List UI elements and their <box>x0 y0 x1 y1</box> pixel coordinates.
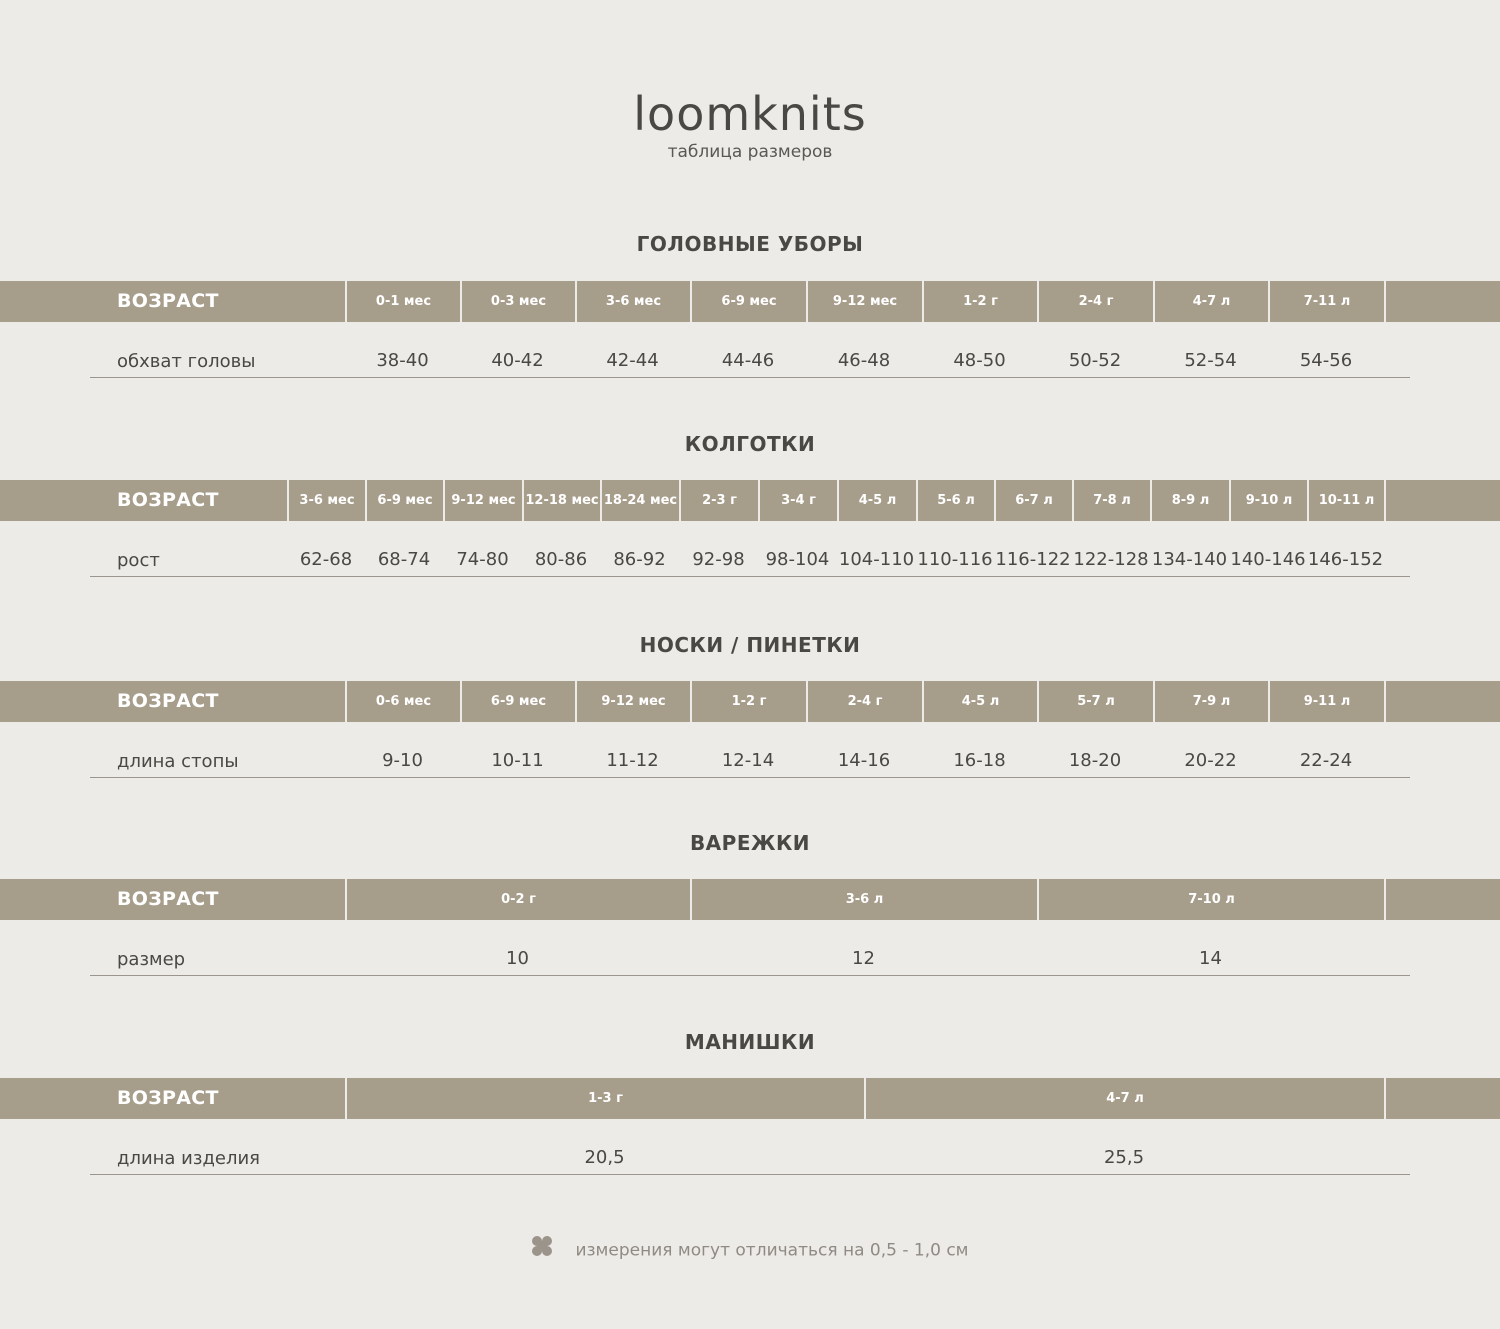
age-header-cell: 9-12 мес <box>806 281 922 322</box>
header-end-divider <box>1384 281 1386 322</box>
value-cell: 54-56 <box>1299 350 1353 371</box>
age-header-cell: 5-7 л <box>1037 681 1153 722</box>
value-cell: 104-110 <box>838 549 915 570</box>
value-cell: 116-122 <box>995 549 1071 570</box>
value-cell: 10 <box>506 948 529 969</box>
age-header-cell: 1-2 г <box>690 681 806 722</box>
age-header-cell: 8-9 л <box>1150 480 1229 521</box>
age-header-cell: 7-11 л <box>1268 281 1384 322</box>
header-end-divider <box>1384 1078 1386 1119</box>
age-header-cell: 6-9 мес <box>365 480 443 521</box>
age-header-cell: 4-7 л <box>864 1078 1384 1119</box>
age-header-cell: 3-4 г <box>758 480 837 521</box>
age-header-cell: 9-10 л <box>1229 480 1307 521</box>
age-header-cell: 7-8 л <box>1072 480 1150 521</box>
value-cell: 20,5 <box>584 1147 625 1168</box>
age-header-cell: 7-9 л <box>1153 681 1268 722</box>
value-cell: 92-98 <box>692 549 745 570</box>
value-cell: 22-24 <box>1299 750 1353 771</box>
age-header-cell: 1-3 г <box>345 1078 864 1119</box>
age-header-cell: 5-6 л <box>916 480 994 521</box>
age-header-cell: 2-3 г <box>679 480 758 521</box>
header-end-divider <box>1384 681 1386 722</box>
value-cell: 74-80 <box>456 549 509 570</box>
section-title-dickeys: МАНИШКИ <box>684 1030 816 1054</box>
row-divider <box>90 377 1410 378</box>
age-header-cell: 3-6 мес <box>287 480 365 521</box>
age-label: ВОЗРАСТ <box>117 1087 219 1109</box>
data-row-hats <box>0 341 1500 381</box>
value-cell: 42-44 <box>606 350 659 371</box>
section-title-socks: НОСКИ / ПИНЕТКИ <box>639 633 861 657</box>
age-header-cell: 3-6 мес <box>575 281 690 322</box>
header-end-divider <box>1384 879 1386 920</box>
age-header-cell: 9-12 мес <box>575 681 690 722</box>
brand-header <box>0 84 1500 162</box>
age-header-cell: 2-4 г <box>1037 281 1153 322</box>
age-label: ВОЗРАСТ <box>117 489 219 511</box>
value-cell: 12-14 <box>721 750 775 771</box>
age-header-cell: 6-7 л <box>994 480 1072 521</box>
value-cell: 20-22 <box>1184 750 1237 771</box>
age-header-cell: 10-11 л <box>1307 480 1384 521</box>
value-cell: 12 <box>852 948 875 969</box>
data-row-mittens <box>0 939 1500 979</box>
value-cell: 10-11 <box>491 750 544 771</box>
measure-label: обхват головы <box>117 351 256 372</box>
value-cell: 18-20 <box>1068 750 1122 771</box>
value-cell: 11-12 <box>606 750 659 771</box>
age-header-cell: 4-5 л <box>922 681 1037 722</box>
age-label: ВОЗРАСТ <box>117 290 219 312</box>
value-cell: 50-52 <box>1068 350 1122 371</box>
age-header-cell: 9-12 мес <box>443 480 522 521</box>
value-cell: 48-50 <box>953 350 1006 371</box>
age-header-cell: 4-7 л <box>1153 281 1268 322</box>
value-cell: 68-74 <box>377 549 431 570</box>
value-cell: 14-16 <box>837 750 891 771</box>
age-header-cell: 0-3 мес <box>460 281 575 322</box>
age-header-cell: 6-9 мес <box>460 681 575 722</box>
value-cell: 14 <box>1199 948 1222 969</box>
age-header-cell: 3-6 л <box>690 879 1037 920</box>
header-band-dickeys <box>0 1078 1500 1119</box>
data-row-tights <box>0 540 1500 580</box>
value-cell: 140-146 <box>1230 549 1306 570</box>
value-cell: 40-42 <box>491 350 544 371</box>
age-header-cell: 12-18 мес <box>522 480 600 521</box>
measure-label: рост <box>117 550 160 571</box>
value-cell: 80-86 <box>534 549 588 570</box>
value-cell: 44-46 <box>721 350 775 371</box>
header-band-hats <box>0 281 1500 322</box>
age-header-cell: 0-1 мес <box>345 281 460 322</box>
value-cell: 122-128 <box>1073 549 1149 570</box>
value-cell: 46-48 <box>837 350 891 371</box>
header-band-tights <box>0 480 1500 521</box>
age-header-cell: 4-5 л <box>837 480 916 521</box>
row-divider <box>90 975 1410 976</box>
age-header-cell: 0-2 г <box>345 879 690 920</box>
data-row-socks <box>0 741 1500 781</box>
data-row-dickeys <box>0 1138 1500 1178</box>
footnote-text: измерения могут отличаться на 0,5 - 1,0 см <box>575 1240 969 1261</box>
age-header-cell: 6-9 мес <box>690 281 806 322</box>
value-cell: 52-54 <box>1184 350 1237 371</box>
age-label: ВОЗРАСТ <box>117 888 219 910</box>
age-header-cell: 9-11 л <box>1268 681 1384 722</box>
value-cell: 86-92 <box>613 549 666 570</box>
value-cell: 134-140 <box>1151 549 1228 570</box>
clover-icon <box>531 1235 553 1262</box>
value-cell: 98-104 <box>765 549 830 570</box>
brand-logo: loomknits <box>633 87 867 141</box>
measure-label: длина стопы <box>117 751 239 772</box>
row-divider <box>90 1174 1410 1175</box>
value-cell: 25,5 <box>1103 1147 1145 1168</box>
row-divider <box>90 777 1410 778</box>
value-cell: 9-10 <box>382 750 423 771</box>
age-header-cell: 7-10 л <box>1037 879 1384 920</box>
age-header-cell: 1-2 г <box>922 281 1037 322</box>
age-header-cell: 0-6 мес <box>345 681 460 722</box>
value-cell: 38-40 <box>376 350 429 371</box>
age-header-cell: 18-24 мес <box>600 480 679 521</box>
section-title-hats: ГОЛОВНЫЕ УБОРЫ <box>636 232 864 256</box>
value-cell: 16-18 <box>953 750 1006 771</box>
value-cell: 62-68 <box>299 549 353 570</box>
age-header-cell: 2-4 г <box>806 681 922 722</box>
row-divider <box>90 576 1410 577</box>
header-band-mittens <box>0 879 1500 920</box>
header-end-divider <box>1384 480 1386 521</box>
measure-label: длина изделия <box>117 1148 260 1169</box>
page-subtitle: таблица размеров <box>667 142 833 162</box>
age-label: ВОЗРАСТ <box>117 690 219 712</box>
value-cell: 110-116 <box>917 549 993 570</box>
value-cell: 146-152 <box>1307 549 1384 570</box>
header-band-socks <box>0 681 1500 722</box>
measure-label: размер <box>117 949 186 970</box>
footnote <box>0 1237 1500 1264</box>
section-title-mittens: ВАРЕЖКИ <box>689 831 811 855</box>
section-title-tights: КОЛГОТКИ <box>684 432 816 456</box>
